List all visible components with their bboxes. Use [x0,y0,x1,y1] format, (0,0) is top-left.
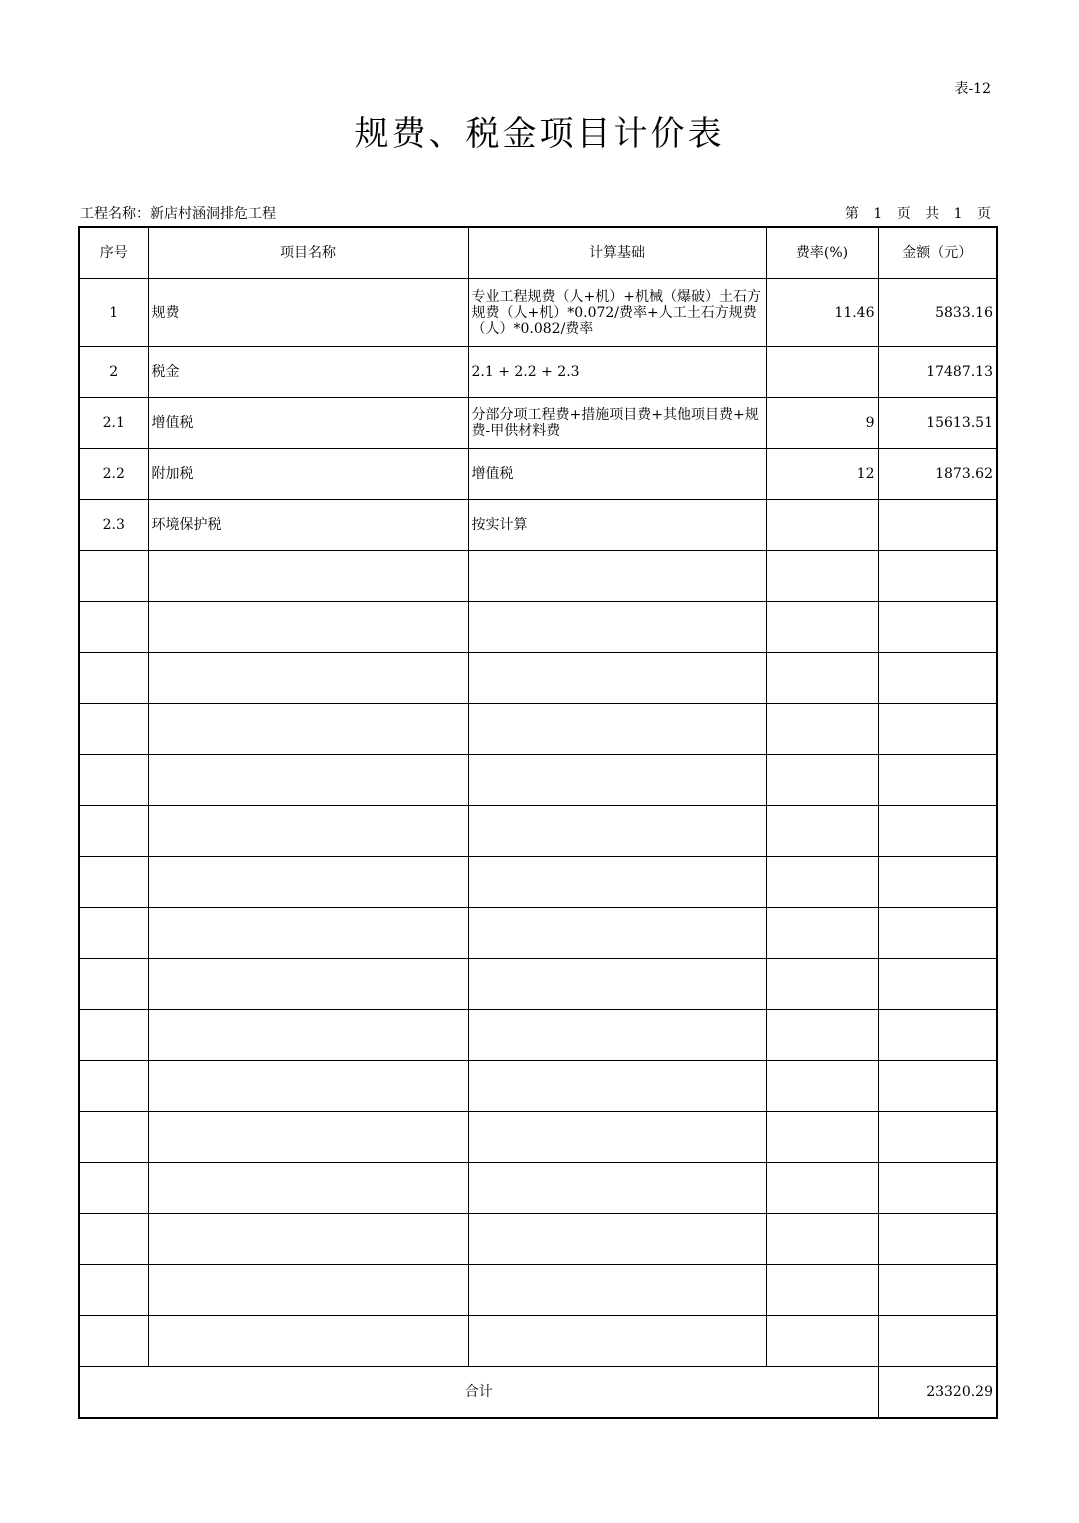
cell-rate: 12 [766,449,878,500]
cell-no: 2.1 [79,398,148,449]
empty-row [79,551,997,602]
empty-row [79,1163,997,1214]
empty-row [79,755,997,806]
col-header-rate: 费率(%) [766,227,878,279]
empty-row [79,908,997,959]
empty-row [79,1061,997,1112]
pagination: 第 1 页 共 1 页 [844,206,991,222]
cell-amount: 15613.51 [878,398,997,449]
empty-row [79,1265,997,1316]
empty-row [79,806,997,857]
cell-name: 税金 [148,347,468,398]
cell-rate [766,347,878,398]
total-row [79,1367,997,1419]
total-amount: 23320.29 [878,1367,997,1419]
empty-row [79,602,997,653]
table-row [79,279,997,347]
cell-basis: 专业工程规费（人+机）+机械（爆破）土石方规费（人+机）*0.072/费率+人工土石方规费（人）*0.082/费率 [468,279,766,347]
empty-row [79,1112,997,1163]
cell-no: 2 [79,347,148,398]
cell-amount: 5833.16 [878,279,997,347]
col-header-amount: 金额（元） [878,227,997,279]
table-row [79,500,997,551]
cell-no: 1 [79,279,148,347]
cell-basis: 按实计算 [468,500,766,551]
cell-no: 2.3 [79,500,148,551]
empty-row [79,1316,997,1367]
fee-tax-table [78,226,998,1419]
project-label: 工程名称： [80,206,150,222]
cell-name: 附加税 [148,449,468,500]
empty-row [79,857,997,908]
cell-basis: 分部分项工程费+措施项目费+其他项目费+规费-甲供材料费 [468,398,766,449]
total-label: 合计 [79,1367,878,1419]
cell-basis: 增值税 [468,449,766,500]
project-name: 新店村涵洞排危工程 [150,206,276,222]
empty-row [79,959,997,1010]
cell-amount: 17487.13 [878,347,997,398]
cell-name: 增值税 [148,398,468,449]
cell-rate [766,500,878,551]
cell-rate: 11.46 [766,279,878,347]
page-title: 规费、税金项目计价表 [354,114,725,154]
cell-amount: 1873.62 [878,449,997,500]
cell-rate: 9 [766,398,878,449]
table-row [79,398,997,449]
table-number: 表-12 [954,81,991,97]
cell-name: 环境保护税 [148,500,468,551]
empty-row [79,704,997,755]
cell-name: 规费 [148,279,468,347]
empty-row [79,1010,997,1061]
cell-basis: 2.1 + 2.2 + 2.3 [468,347,766,398]
cell-amount [878,500,997,551]
empty-row [79,653,997,704]
table-row [79,449,997,500]
col-header-no: 序号 [79,227,148,279]
col-header-basis: 计算基础 [468,227,766,279]
table-row [79,347,997,398]
empty-row [79,1214,997,1265]
header-row [79,227,997,279]
col-header-name: 项目名称 [148,227,468,279]
cell-no: 2.2 [79,449,148,500]
project-name-line [80,203,276,223]
